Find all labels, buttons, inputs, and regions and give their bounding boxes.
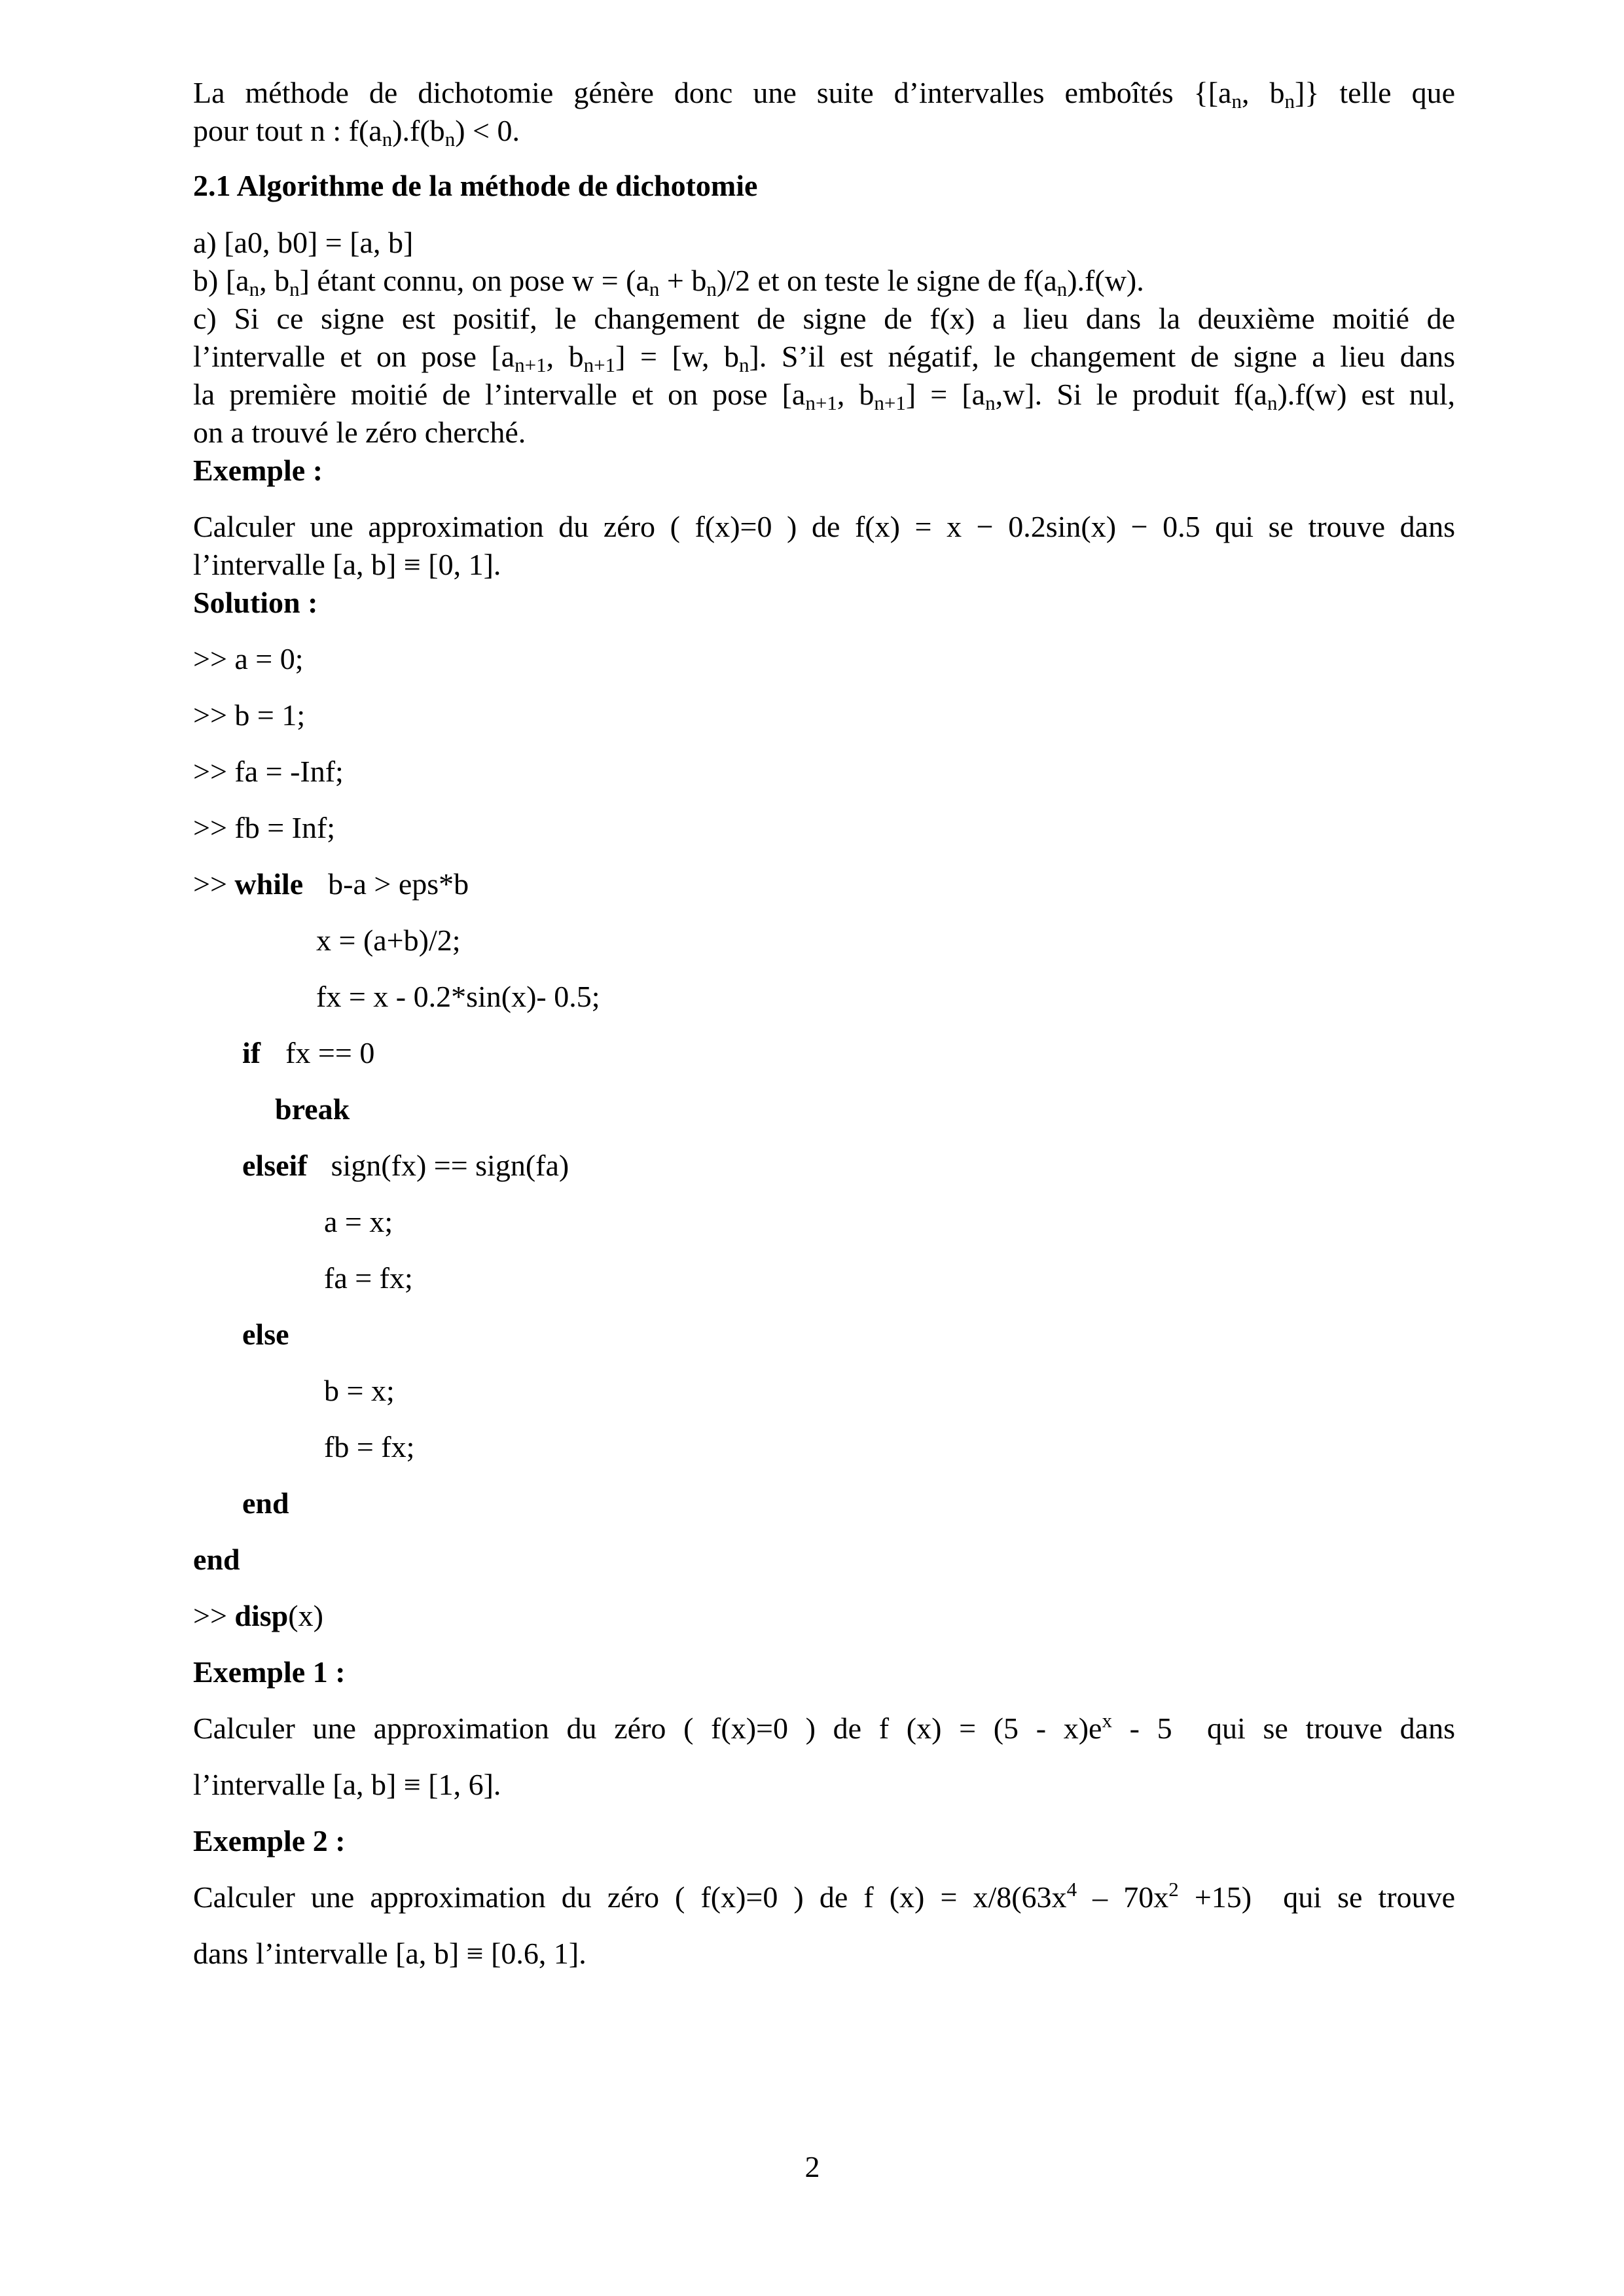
prompt: >> (193, 642, 235, 675)
code-line-if (242, 1034, 374, 1072)
text: – 70x (1077, 1880, 1169, 1914)
subscript: n (739, 353, 749, 376)
code-line-a-x: a = x; (324, 1205, 393, 1238)
code-text: fx == 0 (285, 1036, 375, 1069)
subscript: n (706, 278, 717, 300)
keyword: elseif (242, 1149, 308, 1182)
text: ] étant connu, on pose w = (a (299, 264, 649, 297)
code-line-fb (193, 809, 335, 847)
keyword: if (242, 1036, 261, 1069)
text: )/2 et on teste le signe de f(a (716, 264, 1057, 297)
text: La méthode de dichotomie génère donc une suite d’intervalles emboîtés {[a (193, 76, 1232, 109)
algo-step-c-line-2 (193, 338, 1455, 376)
code-line-disp (193, 1597, 323, 1635)
subscript: n (382, 128, 393, 151)
subscript: n (985, 391, 996, 414)
prompt: >> (193, 1599, 235, 1632)
code-text: (x) (288, 1599, 323, 1632)
code-line-a (193, 640, 304, 678)
text: Calculer une approximation du zéro ( f(x)=0 ) de f (x) = x/8(63x (193, 1880, 1067, 1914)
text: , b (259, 264, 290, 297)
intro-line-1 (193, 74, 1455, 112)
code-text: b = 1; (234, 698, 306, 732)
text: pour tout n : f(a (193, 114, 382, 147)
subscript: n (1231, 90, 1242, 113)
text: , b (546, 340, 584, 373)
exemple1-line-2: l’intervalle [a, b] ≡ [1, 6]. (193, 1768, 501, 1801)
text: ,w]. Si le produit f(a (995, 378, 1267, 411)
text: ).f(w). (1067, 264, 1144, 297)
subscript: n (1284, 90, 1295, 113)
text: , b (837, 378, 875, 411)
code-line-b (193, 696, 305, 734)
code-line-end-inner: end (242, 1486, 289, 1520)
text: la première moitié de l’intervalle et on pose [a (193, 378, 806, 411)
exemple-line-1: Calculer une approximation du zéro ( f(x)=0 ) de f(x) = x − 0.2sin(x) − 0.5 qui se trouve dans (193, 510, 1455, 543)
text: +15) qui se trouve (1178, 1880, 1456, 1914)
text: Calculer une approximation du zéro ( f(x)=0 ) de f (x) = (5 - x)e (193, 1712, 1102, 1745)
text: , b (1241, 76, 1285, 109)
text: ).f(b (392, 114, 445, 147)
code-text: sign(fx) == sign(fa) (331, 1149, 569, 1182)
subscript: n+1 (514, 353, 547, 376)
algo-step-c-line-1: c) Si ce signe est positif, le changement de signe de f(x) a lieu dans la deuxième moitié de (193, 302, 1455, 335)
subscript: n (1267, 391, 1278, 414)
subscript: n (444, 128, 456, 151)
page-number: 2 (804, 2150, 820, 2183)
superscript: 2 (1168, 1878, 1179, 1901)
exemple-heading: Exemple : (193, 454, 323, 487)
superscript: 4 (1066, 1878, 1077, 1901)
code-line-elseif (242, 1147, 569, 1185)
text: ]} telle que (1294, 76, 1455, 109)
text: ]. S’il est négatif, le changement de signe a lieu dans (749, 340, 1456, 373)
subscript: n+1 (874, 391, 906, 414)
code-line-while (193, 865, 469, 903)
algo-step-b (193, 262, 1144, 300)
subscript: n+1 (805, 391, 837, 414)
code-line-else: else (242, 1318, 289, 1351)
code-line-fa-fx: fa = fx; (324, 1261, 413, 1295)
text: - 5 qui se trouve dans (1111, 1712, 1455, 1745)
code-line-b-x: b = x; (324, 1374, 395, 1407)
exemple2-heading: Exemple 2 : (193, 1824, 346, 1857)
intro-line-2 (193, 112, 520, 150)
subscript: n (649, 278, 660, 300)
prompt: >> (193, 698, 235, 732)
code-line-break: break (275, 1092, 350, 1126)
exemple1-line-1 (193, 1710, 1455, 1748)
text: ) < 0. (455, 114, 520, 147)
code-text: b-a > eps*b (328, 867, 469, 901)
code-line-fx: fx = x - 0.2*sin(x)- 0.5; (316, 980, 600, 1013)
prompt: >> (193, 755, 235, 788)
text: ] = [w, b (615, 340, 740, 373)
solution-heading: Solution : (193, 586, 318, 619)
subscript: n (289, 278, 300, 300)
subscript: n (249, 278, 260, 300)
exemple1-heading: Exemple 1 : (193, 1655, 346, 1689)
subscript: n+1 (583, 353, 616, 376)
text: l’intervalle et on pose [a (193, 340, 515, 373)
algo-step-c-line-4: on a trouvé le zéro cherché. (193, 416, 526, 449)
text: ] = [a (905, 378, 986, 411)
text: b) [a (193, 264, 249, 297)
algo-step-a: a) [a0, b0] = [a, b] (193, 226, 414, 259)
text: + b (659, 264, 707, 297)
code-line-end-outer: end (193, 1543, 240, 1576)
exemple-line-2: l’intervalle [a, b] ≡ [0, 1]. (193, 548, 501, 581)
prompt: >> (193, 867, 235, 901)
exemple2-line-2: dans l’intervalle [a, b] ≡ [0.6, 1]. (193, 1937, 586, 1970)
code-text: a = 0; (234, 642, 304, 675)
code-line-fb-fx: fb = fx; (324, 1430, 415, 1463)
subscript: n (1056, 278, 1068, 300)
section-title: 2.1 Algorithme de la méthode de dichotomie (193, 169, 758, 202)
code-line-fa (193, 753, 344, 791)
keyword: while (234, 867, 304, 901)
prompt: >> (193, 811, 235, 844)
text: ).f(w) est nul, (1277, 378, 1456, 411)
code-text: fb = Inf; (234, 811, 336, 844)
keyword: disp (234, 1599, 289, 1632)
superscript: x (1102, 1709, 1112, 1732)
code-text: fa = -Inf; (234, 755, 344, 788)
algo-step-c-line-3 (193, 376, 1455, 414)
code-line-x: x = (a+b)/2; (316, 924, 461, 957)
exemple2-line-1 (193, 1878, 1455, 1916)
